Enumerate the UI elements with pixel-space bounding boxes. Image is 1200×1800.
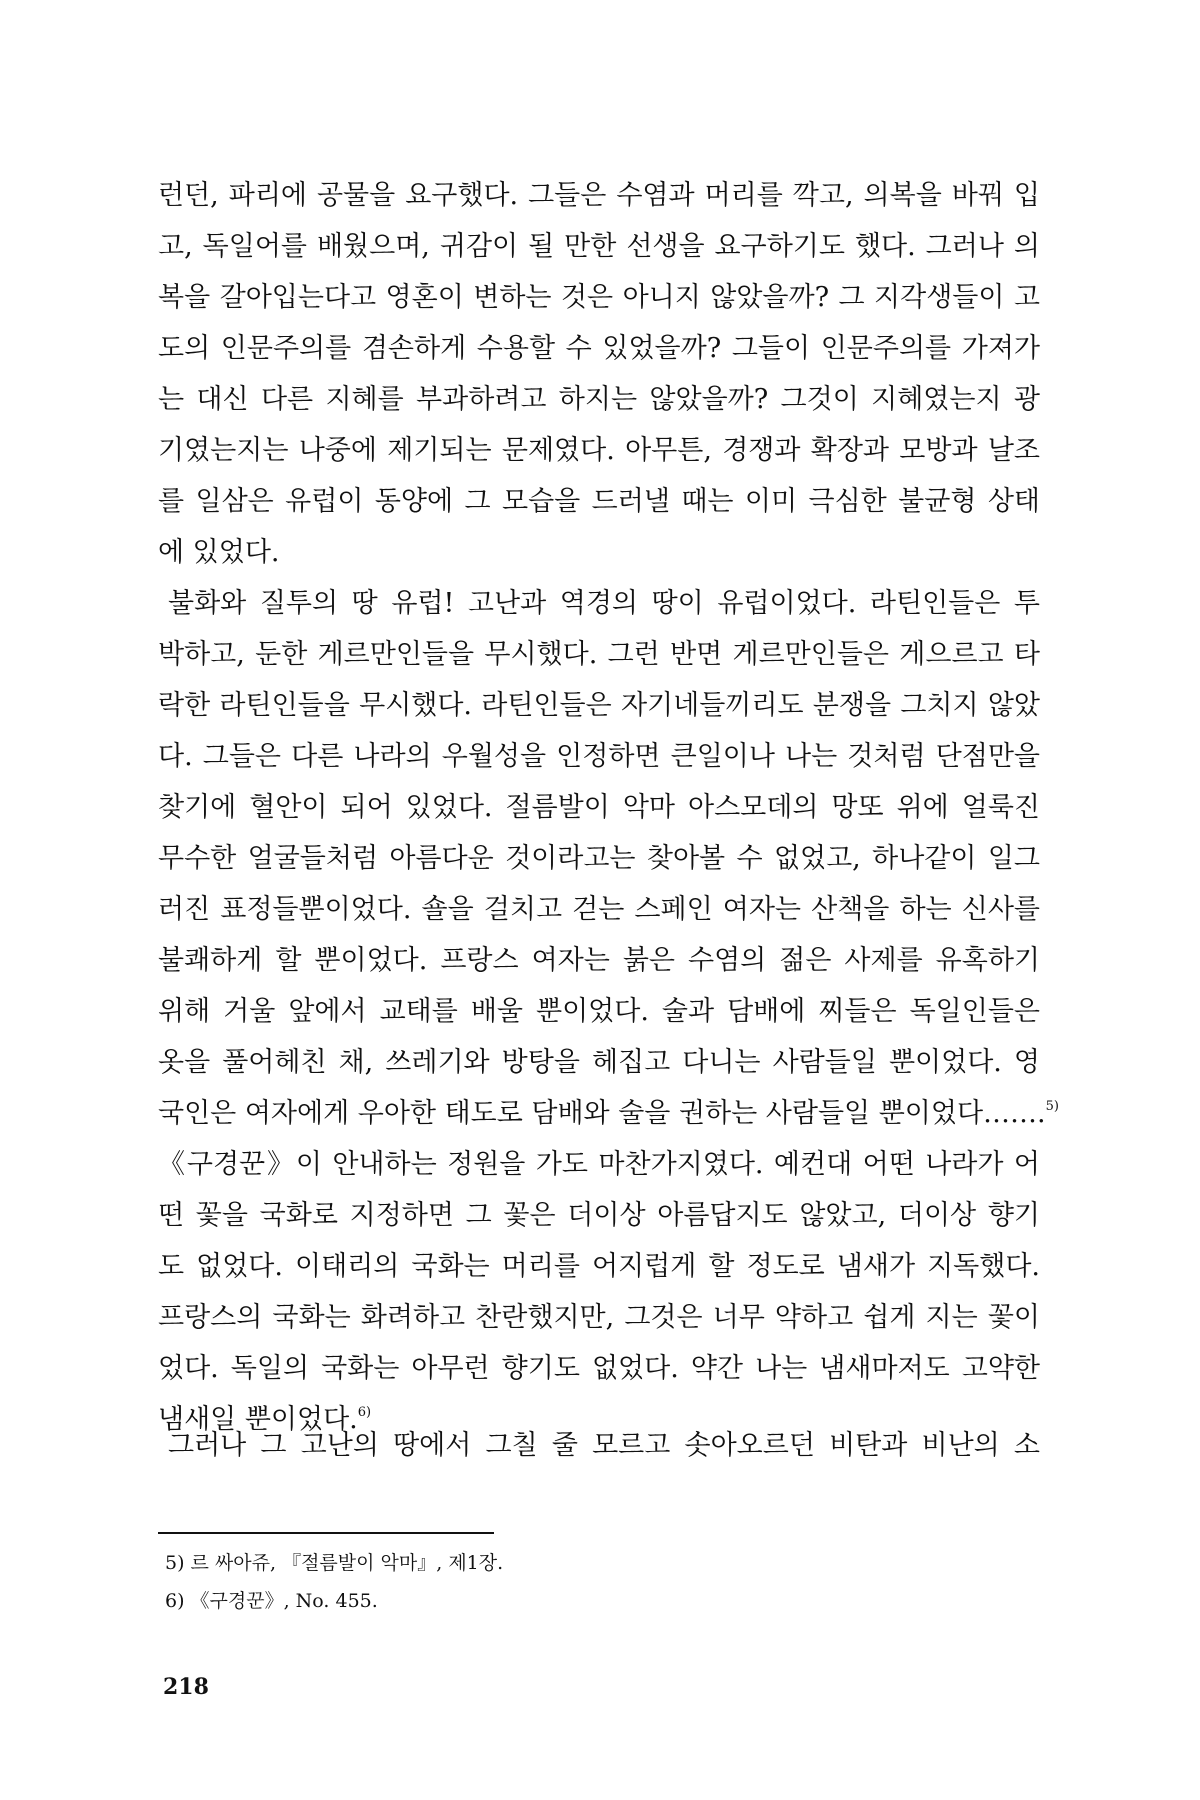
footnote-6: 6) 《구경꾼》, No. 455.: [165, 1590, 378, 1612]
text-line: 《구경꾼》이 안내하는 정원을 가도 마찬가지였다. 예컨대 어떤 나라가 어: [158, 1149, 1040, 1180]
text-line: 프랑스의 국화는 화려하고 찬란했지만, 그것은 너무 약하고 쉽게 지는 꽃이: [158, 1302, 1040, 1333]
text-line: 복을 갈아입는다고 영혼이 변하는 것은 아니지 않았을까? 그 지각생들이 고: [158, 282, 1040, 313]
body-text: [158, 170, 1059, 1445]
text-line: 위해 거울 앞에서 교태를 배울 뿐이었다. 술과 담배에 찌들은 독일인들은: [158, 996, 1040, 1027]
text-line: 를 일삼은 유럽이 동양에 그 모습을 드러낼 때는 이미 극심한 불균형 상태: [158, 486, 1040, 517]
footnote-rule: [158, 1532, 494, 1534]
text-line: 박하고, 둔한 게르만인들을 무시했다. 그런 반면 게르만인들은 게으르고 타: [158, 639, 1040, 670]
text-line: 락한 라틴인들을 무시했다. 라틴인들은 자기네들끼리도 분쟁을 그치지 않았: [158, 690, 1040, 721]
text-line: 그러나 그 고난의 땅에서 그칠 줄 모르고 솟아오르던 비탄과 비난의 소: [168, 1430, 1040, 1461]
text-line: 옷을 풀어헤친 채, 쓰레기와 방탕을 헤집고 다니는 사람들일 뿐이었다. 영: [158, 1047, 1040, 1078]
text-line: 었다. 독일의 국화는 아무런 향기도 없었다. 약간 나는 냄새마저도 고약한: [158, 1353, 1040, 1384]
text-line: 고, 독일어를 배웠으며, 귀감이 될 만한 선생을 요구하기도 했다. 그러나 의: [158, 231, 1040, 262]
text-line: [158, 1088, 1059, 1139]
text-line: 기였는지는 나중에 제기되는 문제였다. 아무튼, 경쟁과 확장과 모방과 날조: [158, 435, 1040, 466]
text-line: 는 대신 다른 지혜를 부과하려고 하지는 않았을까? 그것이 지혜였는지 광: [158, 384, 1040, 415]
text-line: 찾기에 혈안이 되어 있었다. 절름발이 악마 아스모데의 망또 위에 얼룩진: [158, 792, 1040, 823]
text-line: 런던, 파리에 공물을 요구했다. 그들은 수염과 머리를 깍고, 의복을 바꿔 입: [158, 180, 1040, 211]
footnotes: [165, 1544, 865, 1620]
text-line: 도 없었다. 이태리의 국화는 머리를 어지럽게 할 정도로 냄새가 지독했다.: [158, 1251, 1040, 1282]
footnote-ref: 6): [357, 1405, 372, 1420]
footnote-ref: 5): [1045, 1099, 1059, 1114]
text-line-content: 냄새일 뿐이었다.: [158, 1404, 358, 1435]
text-line: 떤 꽃을 국화로 지정하면 그 꽃은 더이상 아름답지도 않았고, 더이상 향기: [158, 1200, 1040, 1231]
text-line-content: 국인은 여자에게 우아한 태도로 담배와 술을 권하는 사람들일 뿐이었다…….: [158, 1098, 1046, 1129]
text-line: 도의 인문주의를 겸손하게 수용할 수 있었을까? 그들이 인문주의를 가져가: [158, 333, 1040, 364]
text-line: 다. 그들은 다른 나라의 우월성을 인정하면 큰일이나 나는 것처럼 단점만을: [158, 741, 1040, 772]
section-start: [158, 1420, 1040, 1471]
text-line: 불쾌하게 할 뿐이었다. 프랑스 여자는 붉은 수염의 젊은 사제를 유혹하기: [158, 945, 1040, 976]
text-line: 에 있었다.: [158, 537, 280, 568]
footnote-5: 5) 르 싸아쥬, 『절름발이 악마』, 제1장.: [165, 1552, 504, 1574]
text-line: 러진 표정들뿐이었다. 숄을 걸치고 걷는 스페인 여자는 산책을 하는 신사를: [158, 894, 1040, 925]
text-line: 무수한 얼굴들처럼 아름다운 것이라고는 찾아볼 수 없었고, 하나같이 일그: [158, 843, 1040, 874]
text-line: 불화와 질투의 땅 유럽! 고난과 역경의 땅이 유럽이었다. 라틴인들은 투: [168, 588, 1040, 619]
page-number: 218: [163, 1674, 209, 1700]
